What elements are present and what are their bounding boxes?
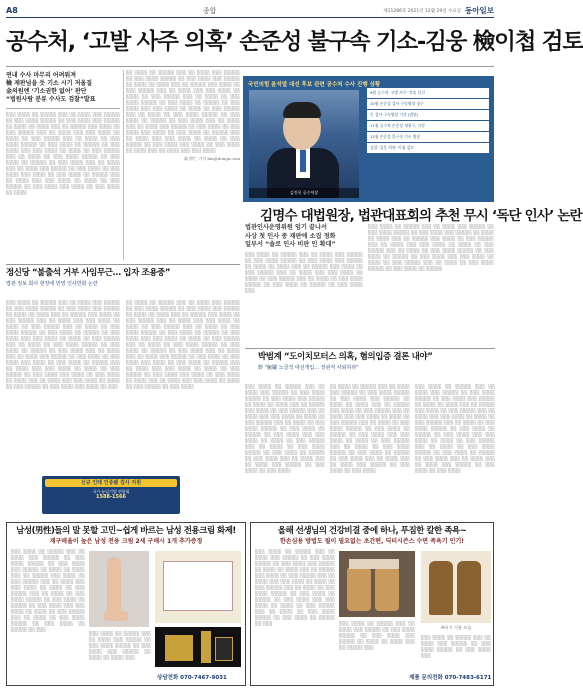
page-header (6, 4, 494, 18)
ad-right-subheadline: 한손심용 방법도 필이 필요없는 초간편, 딕터시즌스 수면 족욕기 인기! (279, 538, 464, 545)
section-rule (245, 348, 495, 349)
ad-right-phone[interactable]: 제품 문의전화 070-7483-6171 (409, 675, 492, 681)
process-step: 11월 공수처 손준성 재청구, 기각 (367, 121, 489, 131)
headline-rule (6, 66, 494, 67)
footbath-photo (339, 551, 415, 617)
official-photo (249, 90, 359, 198)
notice-ad-banner[interactable] (42, 476, 180, 514)
story3-headline[interactable]: 정신당 “불출석 거부 사임무근… 입자 조용중” (6, 268, 171, 278)
story2-headline[interactable]: 김명수 대법원장, 법관대표회의 추천 무시 ‘독단 인사’ 논란 (260, 208, 582, 224)
story3-body-text: ░░░ ░░░░ ░░ ░░░░░ ░░░ ░░ ░░░░ ░░░ ░░░░░ ░░ ░░░ ░░░░ ░░░░░ ░░ ░░░ ░░░░ ░░░ ░░░░░ ░░ ░░░░ ░░ ░░░░ ░░░ ░░ ░░░░░ ░░░ ░░░░ ░░ ░░░ ░░░░░ ░░░ ░░ ░░░░ ░░░ ░░░ ░░░░ ░░ ░░░░ ░░ ░░░ ░░░░░ ░░░ ░░ ░░░░ ░░ ░░░ ░░░░ ░░░░░ ░░ ░░░ ░░░░ ░░ ░░░░░ ░░ ░░░ ░░░░ ░░░ ░░░ ░░░░ ░░ ░░░░ ░░ ░░░ ░░░░░ ░░░ ░░ ░░░░ ░░ ░░░ ░░░░ ░░░░░ ░░ ░░░ ░░░░ ░░ ░░░░░ ░░ ░░░ ░░░░ ░░░ ░░ ░░░░ ░░░ ░░ ░░░░ ░░░ ░░░░░ ░░ ░░░ ░░░░ ░░ ░░░ ░░░░ ░░░ ░░░░ ░░ ░░░ ░░░░ ░░ ░░░░░ ░░░ ░░ ░░░░ ░░░ ░░░ ░░░░ ░░ ░░░░ ░░ ░░░ ░░░░░ ░░ ░░░ ░░░░ ░░░ ░░░░ ░░ ░░░ ░░░░ ░░ ░░░░ ░░░ ░░ ░░░░ ░░░ ░░░ ░░░░ ░░ ░░░░ ░░ ░░░ ░░░░░ ░░ ░░░ ░░░░ ░░░ ░░░░ ░░ ░░░ (6, 300, 120, 389)
process-step: 손 검사 구속영장 기각 (법원) (367, 110, 489, 120)
middle-body-text: ░░ ░░░░ ░░ ░░░░░ ░░░ ░░ ░░░░ ░░░ ░░░░░ ░░ ░░░ ░░░░ ░░░░░ ░░ ░░░ ░░░░ ░░░ ░░░░░ ░░ ░░░░ ░░ ░░░░ ░░░ ░░ ░░░░░ ░░░ ░░░░ ░░ ░░░ ░░░░░ ░░░ ░░ ░░░░ ░░░ ░░░ ░░░░ ░░ ░░░░ ░░ ░░░ ░░░░░ ░░░ ░░ ░░░░ ░░ ░░░ ░░░░ ░░░░░ ░░ ░░░ ░░░░ ░░ ░░░░░ ░░ ░░░ ░░░░ ░░░ ░░░ ░░░░ ░░ ░░░░ ░░ ░░░ ░░░░░ ░░░ ░░ ░░░░ ░░ ░░░ ░░░░ ░░░░░ ░░ ░░░ ░░░░ ░░ ░░░░░ ░░ ░░░ ░░░░ ░░░ ░░ ░░░░ ░░░ ░░ ░░░░ ░░░ ░░░░░ ░░ ░░░ ░░░░ ░░ ░░░ ░░░░ ░░░ ░░░░ ░░ ░░░ ░░░░ ░░ ░░░░░ ░░░ ░░ ░░░░ ░░░ ░░░ ░░░░ ░░ ░░░░ ░░ ░░░ ░░░░░ ░░ ░░░ ░░░░ ░░░ ░░░░ ░░ ░░░ ░░░░ ░░ ░░░░ ░░░ ░░ ░░░░ ░░░ ░░░ ░░░░ (126, 70, 240, 153)
page-number: A8 (6, 6, 18, 15)
story4-body-text: ░░░ ░░░░ ░░ ░░░░░ ░░░ ░░ ░░░░ ░░░ ░░░░░ ░░ ░░░ ░░░░ ░░░░░ ░░ ░░░ ░░░░ ░░░ ░░░░░ ░░ ░░░░ ░░ ░░░░ ░░░ ░░ ░░░░░ ░░░ ░░░░ ░░ ░░░ ░░░░░ ░░░ ░░ ░░░░ ░░░ ░░░ ░░░░ ░░ ░░░░ ░░ ░░░ ░░░░░ ░░░ ░░ ░░░░ ░░ ░░░ ░░░░ ░░░░░ ░░ ░░░ ░░░░ ░░ ░░░░░ ░░ ░░░ ░░░░ ░░░ ░░░ ░░░░ ░░ ░░░░ ░░ ░░░ ░░░░░ ░░░ ░░ ░░░░ ░░ ░░░ ░░░░ ░░░░░ ░░ ░░░ ░░░░ ░░ ░░░░░ ░░ ░░░ ░░░░ ░░░ ░░ ░░░░ ░░░ ░░ ░░░░ ░░░ ░░░░░ ░░ ░░░ ░░░░ ░░ ░░░ ░░░░ (245, 384, 325, 473)
story4-body-1 (245, 384, 325, 518)
story2-body-left (245, 252, 363, 344)
ad-right-body: ░░░ ░░░░ ░░ ░░░░░ ░░░ ░░ ░░░░ ░░░ ░░░░░ ░░ ░░░ ░░░░ ░░░░░ ░░ ░░░ ░░░░ ░░░ ░░░░░ ░░ ░░░░ ░░ ░░░░ ░░░ ░░ ░░░░░ ░░░ ░░░░ ░░ ░░░ ░░░░░ ░░░ ░░ ░░░░ ░░░ ░░░ ░░░░ ░░ ░░░░ ░░ ░░░ ░░░░░ ░░░ ░░ ░░░░ ░░ ░░░ ░░░░ ░░░░░ ░░ ░░░ ░░░░ ░░ ░░░░░ ░░ ░░░ ░░░░ ░░░ ░░░ ░░░░ ░░ ░░░░ ░░ ░░░ ░░░░░ ░░░ ░░ ░░░░ ░░ ░░░ ░░░░ ░░░░░ ░░ ░░░ ░░░░ ░░ ░░░░░ ░░ ░░░ (255, 549, 335, 626)
ad-left[interactable] (6, 522, 246, 686)
story3-body-left (6, 300, 120, 472)
infobox-title: 국민의힘 윤석열 대선 후보 관련 공수처 수사 진행 상황 (248, 82, 381, 88)
ad-right-text-2 (339, 621, 415, 679)
ad-left-subheadline: 재구매율이 높은 남성 전용 크림 2세 구매시 1개 추가증정 (49, 538, 203, 545)
ad-right-photo-caption: 족욕기 이용 모습 (440, 625, 472, 630)
ad-left-body: ░░░ ░░░░ ░░ ░░░░░ ░░░ ░░ ░░░░ ░░░ ░░░░░ ░░ ░░░ ░░░░ ░░░░░ ░░ ░░░ ░░░░ ░░░ ░░░░░ ░░ ░░░░ ░░ ░░░░ ░░░ ░░ ░░░░░ ░░░ ░░░░ ░░ ░░░ ░░░░░ ░░░ ░░ ░░░░ ░░░ ░░░ ░░░░ ░░ ░░░░ ░░ ░░░ ░░░░░ ░░░ ░░ ░░░░ ░░ ░░░ ░░░░ ░░░░░ ░░ ░░░ ░░░░ ░░ ░░░░░ ░░ ░░░ ░░░░ ░░░ ░░░ ░░░░ ░░ ░░░░ ░░ ░░░ ░░░░░ ░░░ ░░ ░░░░ ░░ ░░░ ░░░░ ░░░░░ ░░ ░░░ ░░░░ ░░ ░░░░░ ░░ ░░░ (11, 549, 85, 632)
process-step: 검찰 ‘김웅 의원’ 이첩 검토 (367, 143, 489, 153)
ad-left-text (11, 549, 85, 679)
story4-headline[interactable]: 박범계 “도이치모터스 의혹, 혐의입증 결론 내야” (258, 352, 433, 362)
story2-subheadline: 법관인사운영위원 임기 끝나서 사상 첫 인사 중 재판에 소집 정화 일부서 “솔로 인사 비판 인 확대” (245, 224, 336, 248)
section-label: 종합 (202, 6, 217, 15)
ad-left-text-2 (89, 631, 151, 679)
product-chart-photo (155, 551, 241, 623)
story4-subheadline: 野 “鮑鬮 노골적 대선개입… 장관직 사퇴하라” (258, 365, 359, 371)
column-divider (123, 70, 124, 260)
story3-body-right (126, 300, 240, 472)
photo-caption: 김진욱 공수처장 (249, 188, 359, 198)
ad-banner-mid: 국가 뉴딜기업 연합회 (92, 489, 130, 494)
story2-body-right (368, 224, 494, 344)
process-infobox (243, 76, 494, 202)
story4-body-text: ░░ ░░░░ ░░ ░░░░░ ░░░ ░░ ░░░░ ░░░ ░░░░░ ░░ ░░░ ░░░░ ░░░░░ ░░ ░░░ ░░░░ ░░░ ░░░░░ ░░ ░░░░ ░░ ░░░░ ░░░ ░░ ░░░░░ ░░░ ░░░░ ░░ ░░░ ░░░░░ ░░░ ░░ ░░░░ ░░░ ░░░ ░░░░ ░░ ░░░░ ░░ ░░░ ░░░░░ ░░░ ░░ ░░░░ ░░ ░░░ ░░░░ ░░░░░ ░░ ░░░ ░░░░ ░░ ░░░░░ ░░ ░░░ ░░░░ ░░░ ░░░ ░░░░ ░░ ░░░░ ░░ ░░░ ░░░░░ ░░░ ░░ ░░░░ ░░ ░░░ ░░░░ ░░░░░ ░░ ░░░ ░░░░ ░░ ░░░░░ ░░ ░░░ ░░░░ ░░░ ░░ ░░░░ ░░░ ░░ ░░░░ ░░░ ░░░░░ ░░ ░░░ ░░░░ ░░ ░░░ ░░░░ (330, 384, 410, 473)
issue-info: 제11286호 2021년 12월 29일 수요일 (383, 8, 462, 14)
process-step: 10월 손준성 검사 구속영장 청구 (367, 99, 489, 109)
product-photo-leg (89, 551, 149, 627)
ad-right[interactable] (250, 522, 494, 686)
ad-right-body: ░░░ ░░░░ ░░ ░░░░░ ░░░ ░░ ░░░░ ░░░ ░░░░░ ░░ ░░░ ░░░░ ░░░░░ ░░ ░░░ ░░░░ ░░░ (421, 635, 491, 658)
process-step: 12월 손준성 불구속 기소 방침 (367, 132, 489, 142)
lead-column (6, 70, 120, 260)
newspaper-logo: 동아일보 (465, 6, 494, 15)
story2-body-text: ░░░ ░░░░ ░░ ░░░░░ ░░░ ░░ ░░░░ ░░░ ░░░░░ ░░ ░░░ ░░░░ ░░░░░ ░░ ░░░ ░░░░ ░░░ ░░░░░ ░░ ░░░░ ░░ ░░░░ ░░░ ░░ ░░░░░ ░░░ ░░░░ ░░ ░░░ ░░░░░ ░░░ ░░ ░░░░ ░░░ ░░░ ░░░░ ░░ ░░░░ ░░ ░░░ ░░░░░ ░░░ ░░ ░░░░ ░░ ░░░ ░░░░ ░░░░░ ░░ ░░░ ░░░░ ░░ ░░░░░ ░░ ░░░ ░░░░ ░░░ ░░░ ░░░░ ░░ ░░░░ ░░ ░░░ ░░░░░ ░░░ ░░ ░░░░ ░░ ░░░ ░░░░ ░░░░░ ░░ ░░░ ░░░░ ░░ ░░░░░ (368, 224, 494, 271)
story4-body-text: ░░░ ░░░░ ░░ ░░░░░ ░░░ ░░ ░░░░ ░░░ ░░░░░ ░░ ░░░ ░░░░ ░░░░░ ░░ ░░░ ░░░░ ░░░ ░░░░░ ░░ ░░░░ ░░ ░░░░ ░░░ ░░ ░░░░░ ░░░ ░░░░ ░░ ░░░ ░░░░░ ░░░ ░░ ░░░░ ░░░ ░░░ ░░░░ ░░ ░░░░ ░░ ░░░ ░░░░░ ░░░ ░░ ░░░░ ░░ ░░░ ░░░░ ░░░░░ ░░ ░░░ ░░░░ ░░ ░░░░░ ░░ ░░░ ░░░░ ░░░ ░░░ ░░░░ ░░ ░░░░ ░░ ░░░ ░░░░░ ░░░ ░░ ░░░░ ░░ ░░░ ░░░░ ░░░░░ ░░ ░░░ ░░░░ ░░ ░░░░░ ░░ ░░░ ░░░░ ░░░ ░░ ░░░░ ░░░ ░░ ░░░░ ░░░ ░░░░░ ░░ ░░░ ░░░░ ░░ ░░░ ░░░░ (415, 384, 495, 473)
ad-right-headline: 올해 선생님의 건강비결 중에 하나, 푸짐한 칼한 족욕~ (277, 526, 467, 536)
story3-body-text: ░░ ░░░░ ░░ ░░░░░ ░░░ ░░ ░░░░ ░░░ ░░░░░ ░░ ░░░ ░░░░ ░░░░░ ░░ ░░░ ░░░░ ░░░ ░░░░░ ░░ ░░░░ ░░ ░░░░ ░░░ ░░ ░░░░░ ░░░ ░░░░ ░░ ░░░ ░░░░░ ░░░ ░░ ░░░░ ░░░ ░░░ ░░░░ ░░ ░░░░ ░░ ░░░ ░░░░░ ░░░ ░░ ░░░░ ░░ ░░░ ░░░░ ░░░░░ ░░ ░░░ ░░░░ ░░ ░░░░░ ░░ ░░░ ░░░░ ░░░ ░░░ ░░░░ ░░ ░░░░ ░░ ░░░ ░░░░░ ░░░ ░░ ░░░░ ░░ ░░░ ░░░░ ░░░░░ ░░ ░░░ ░░░░ ░░ ░░░░░ ░░ ░░░ ░░░░ ░░░ ░░ ░░░░ ░░░ ░░ ░░░░ ░░░ ░░░░░ ░░ ░░░ ░░░░ ░░ ░░░ ░░░░ ░░░ ░░░░ ░░ ░░░ ░░░░ ░░ ░░░░░ ░░░ ░░ ░░░░ ░░░ ░░░ ░░░░ ░░ ░░░░ ░░ ░░░ ░░░░░ ░░ ░░░ ░░░░ ░░░ ░░░░ ░░ ░░░ ░░░░ ░░ ░░░░ ░░░ ░░ ░░░░ ░░░ ░░░ ░░░░ ░░ ░░░░ ░░ ░░░ ░░░░░ ░░ ░░░ ░░░░ (126, 300, 240, 389)
lead-byline: 高 伊仁 기자 hm@donga.com (183, 156, 240, 161)
ad-right-text-3 (421, 635, 491, 671)
lead-subheadline: 연내 수사 마무리 어려워져 檢 재판넘을 듯 기소 시기 저울질 金의원엔 ‘기소권한 없어’ 판단 “법원사람 분류 수사도 검찰”발표 (6, 70, 120, 109)
middle-column (126, 70, 240, 260)
story4-body-3 (415, 384, 495, 518)
process-step: 9월 공수처 ‘고발 사주’ 의혹 입건 (367, 88, 489, 98)
story4-header (258, 352, 496, 380)
ad-left-headline: 남성(男性)들의 말 못할 고민~쉽게 바르는 남성 전용크림 화제! (16, 526, 236, 536)
ad-right-body: ░░░ ░░░░ ░░ ░░░░░ ░░░ ░░ ░░░░ ░░░ ░░░░░ ░░ ░░░ ░░░░ ░░░░░ ░░ ░░░ ░░░░ ░░░ ░░░░░ ░░ ░░░░ ░░ ░░░░ ░░░ ░░ ░░░░░ ░░░ (339, 621, 415, 650)
section-rule (6, 264, 240, 265)
product-box-photo (155, 627, 241, 667)
ad-banner-top: 신규 인테 인증됐 검사 지원 (45, 479, 177, 487)
ad-banner-phone: 1588-1566 (96, 494, 126, 500)
story4-body-2 (330, 384, 410, 518)
product-boots-photo (421, 551, 491, 623)
story2-body-text: ░░░ ░░░░ ░░ ░░░░░ ░░░ ░░ ░░░░ ░░░ ░░░░░ ░░ ░░░ ░░░░ ░░░░░ ░░ ░░░ ░░░░ ░░░ ░░░░░ ░░ ░░░░ ░░ ░░░░ ░░░ ░░ ░░░░░ ░░░ ░░░░ ░░ ░░░ ░░░░░ ░░░ ░░ ░░░░ ░░░ ░░░ ░░░░ ░░ ░░░░ ░░ ░░░ ░░░░░ ░░░ ░░ ░░░░ ░░ ░░░ ░░░░ ░░░░░ ░░ ░░░ ░░░░ ░░ ░░░░░ ░░ ░░░ ░░░░ ░░░ (245, 252, 363, 293)
ad-right-text (255, 549, 335, 679)
ad-left-phone[interactable]: 상담전화 070-7467-9031 (157, 675, 227, 681)
process-steps (367, 88, 489, 154)
main-headline[interactable]: 공수처, ‘고발 사주 의혹’ 손준성 불구속 기소-김웅 檢이첩 검토 (6, 29, 583, 55)
ad-left-body: ░░░ ░░░░ ░░ ░░░░░ ░░░ ░░ ░░░░ ░░░ ░░░░░ ░░ ░░░ ░░░░ ░░░░░ ░░ ░░░ ░░░░ ░░░ ░░░░░ ░░ ░░░░ ░░ ░░░░ ░░░ (89, 631, 151, 660)
lead-body-text: ░░░ ░░░░ ░░ ░░░░░ ░░░ ░░ ░░░░ ░░░ ░░░░░ ░░ ░░░ ░░░░ ░░░░░ ░░ ░░░ ░░░░ ░░░ ░░░░░ ░░ ░░░░ ░░ ░░░░ ░░░ ░░ ░░░░░ ░░░ ░░░░ ░░ ░░░ ░░░░░ ░░░ ░░ ░░░░ ░░░ ░░░ ░░░░ ░░ ░░░░ ░░ ░░░ ░░░░░ ░░░ ░░ ░░░░ ░░ ░░░ ░░░░ ░░░░░ ░░ ░░░ ░░░░ ░░ ░░░░░ ░░ ░░░ ░░░░ ░░░ ░░░ ░░░░ ░░ ░░░░ ░░ ░░░ ░░░░░ ░░░ ░░ ░░░░ ░░ ░░░ ░░░░ ░░░░░ ░░ ░░░ ░░░░ ░░ ░░░░░ ░░ ░░░ ░░░░ ░░░ ░░ ░░░░ ░░░ ░░ ░░░░ ░░░ ░░░░░ ░░ ░░░ ░░░░ ░░ ░░░ ░░░░ ░░░ ░░░░ ░░ ░░░ ░░░░ ░░ ░░░░░ ░░░ ░░ ░░░░ ░░░ ░░░ ░░░░ ░░ ░░░░ ░░ ░░░ ░░░░░ ░░ ░░░ ░░░░ ░░░ ░░░░ ░░ ░░░ ░░░░ ░░ ░░░░ (6, 112, 120, 195)
story3-subheadline: 법관 정보 회사 현장에 반영 인사반화 논란 (6, 281, 98, 287)
